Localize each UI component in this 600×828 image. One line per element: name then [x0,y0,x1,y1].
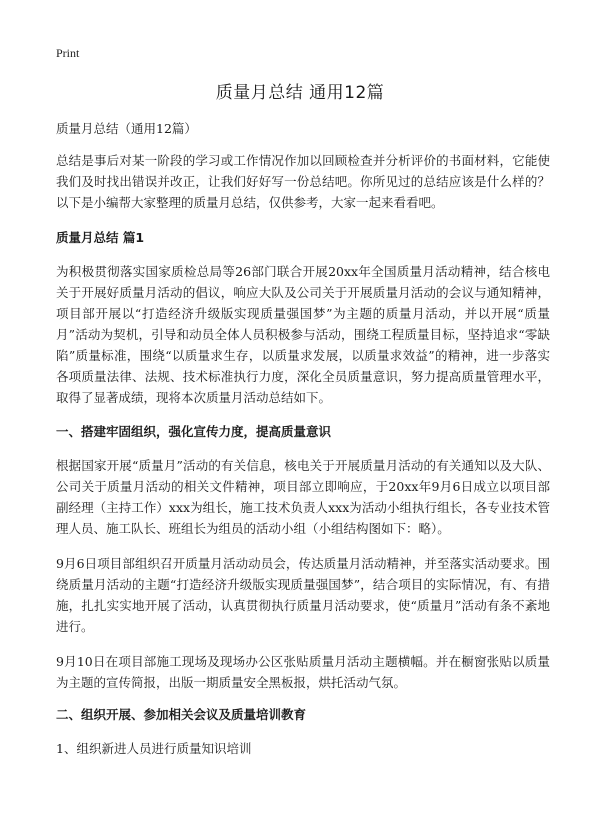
section-heading: 质量月总结 篇1 [56,230,145,245]
body-paragraph: 9月6日项目部组织召开质量月活动动员会，传达质量月活动精神，并至落实活动要求。围绕质量月活动的主题“打造经济升级版实现质量强国梦”，结合项目的实际情况，有、有措施，扎扎实实地开展了活动，认真贯彻执行质量月活动要求，使“质量月”活动有条不紊地进行。 [56,556,550,634]
document-body [56,118,550,759]
list-item: 1、组织新进人员进行质量知识培训 [56,741,252,756]
document-subtitle: 质量月总结（通用12篇） [56,121,197,136]
body-paragraph: 为积极贯彻落实国家质检总局等26部门联合开展20xx年全国质量月活动精神，结合核电关于开展好质量月活动的倡议，响应大队及公司关于开展质量月活动的会议与通知精神，项目部开展以“打造经济升级版实现质量强国梦”为主题的质量月活动，并以开展“质量月”活动为契机，引导和动员全体人员积极参与活动，围绕工程质量目标，坚持追求“零缺陷”质量标准，围绕“以质量求生存，以质量求发展，以质量求效益”的精神，进一步落实各项质量法律、法规、技术标准执行力度，深化全员质量意识，努力提高质量管理水平，取得了显著成绩，现将本次质量月活动总结如下。 [56,264,550,405]
body-paragraph: 根据国家开展“质量月”活动的有关信息，核电关于开展质量月活动的有关通知以及大队、公司关于质量月活动的相关文件精神，项目部立即响应，于20xx年9月6日成立以项目部副经理（主持工作）xxx为组长，施工技术负责人xxx为活动小组执行组长，各专业技术管理人员、施工队长、班组长为组员的活动小组（小组结构图如下：略）。 [56,458,550,536]
subsection-heading: 二、组织开展、参加相关会议及质量培训教育 [56,707,307,722]
subsection-heading: 一、搭建牢固组织，强化宣传力度，提高质量意识 [56,424,332,439]
intro-paragraph: 总结是事后对某一阶段的学习或工作情况作加以回顾检查并分析评价的书面材料，它能使我们及时找出错误并改正，让我们好好写一份总结吧。你所见过的总结应该是什么样的？以下是小编帮大家整理的质量月总结，仅供参考，大家一起来看看吧。 [56,153,550,210]
page-title: 质量月总结 通用12篇 [215,83,385,103]
print-link[interactable]: Print [56,46,80,60]
body-paragraph: 9月10日在项目部施工现场及现场办公区张贴质量月活动主题横幅。并在橱窗张贴以质量为主题的宣传简报，出版一期质量安全黑板报，烘托活动气氛。 [56,654,550,690]
